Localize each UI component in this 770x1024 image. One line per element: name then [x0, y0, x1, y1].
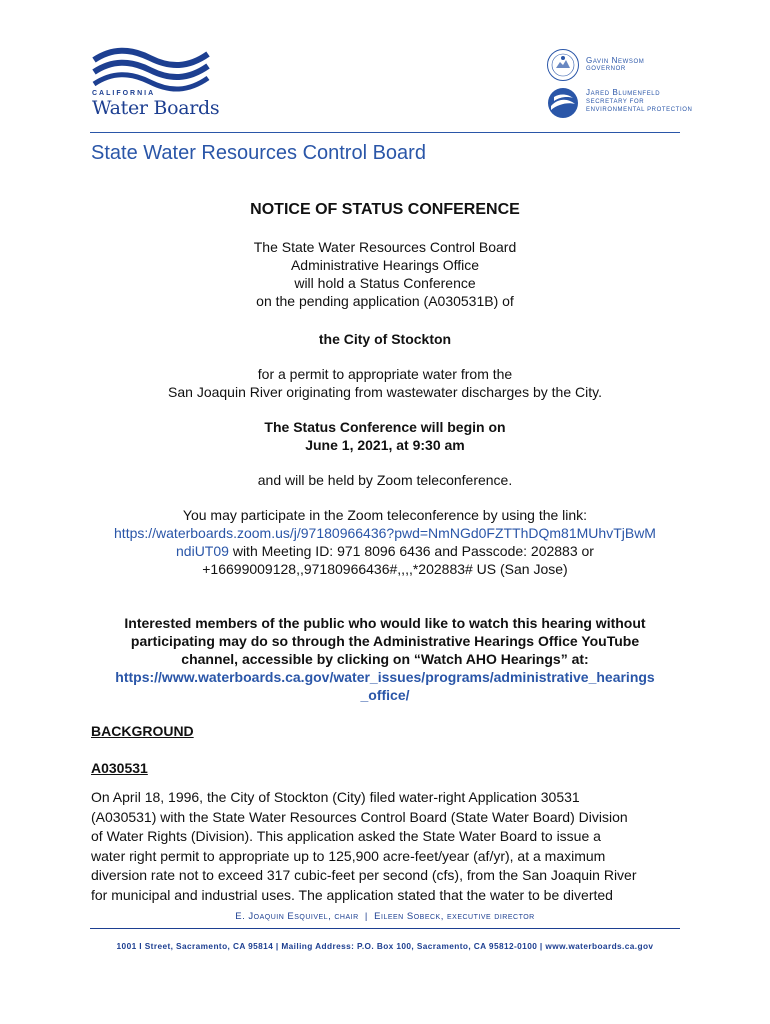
application-subheading: A030531	[91, 760, 148, 776]
public-line: participating may do so through the Administrative Hearings Office YouTube	[130, 633, 640, 649]
zoom-intro: You may participate in the Zoom teleconference by using the link:	[182, 507, 588, 523]
calepa-logo-icon	[546, 86, 580, 120]
paragraph-line: for municipal and industrial uses. The application stated that the water to be diverted	[91, 886, 613, 903]
youtube-link-line-2[interactable]: _office/	[360, 687, 410, 703]
public-viewing-notice	[90, 614, 680, 704]
notice-title: NOTICE OF STATUS CONFERENCE	[250, 201, 520, 218]
zoom-link-line-1[interactable]: https://waterboards.zoom.us/j/97180966436?pwd=NmNGd0FZTThDQm81MUhvTjBwM	[114, 525, 656, 541]
zoom-meeting-id: with Meeting ID: 971 8096 6436 and Passcode: 202883 or	[228, 543, 594, 559]
youtube-link-line-1[interactable]: https://www.waterboards.ca.gov/water_issues/programs/administrative_hearings	[115, 669, 655, 685]
purpose-line: San Joaquin River originating from wastewater discharges by the City.	[168, 384, 602, 400]
public-line: Interested members of the public who would like to watch this hearing without	[124, 615, 646, 631]
conference-start	[90, 418, 680, 454]
footer-separator: |	[364, 911, 368, 922]
start-line-2: June 1, 2021, at 9:30 am	[305, 437, 465, 453]
zoom-info	[90, 506, 680, 578]
intro-line: Administrative Hearings Office	[290, 257, 480, 273]
footer-address: 1001 I Street, Sacramento, CA 95814 | Mailing Address: P.O. Box 100, Sacramento, CA 95812-0100 | www.waterboards.ca.gov	[116, 941, 654, 951]
notice-intro	[90, 238, 680, 310]
board-title: State Water Resources Control Board	[91, 142, 426, 164]
california-seal-icon	[546, 48, 580, 82]
background-heading: BACKGROUND	[91, 723, 194, 739]
zoom-phone: +16699009128,,97180966436#,,,,*202883# US (San Jose)	[202, 561, 568, 577]
governor-name: Gavin Newsom	[586, 56, 645, 65]
intro-line: will hold a Status Conference	[294, 275, 476, 291]
intro-line: The State Water Resources Control Board	[253, 239, 517, 255]
paragraph-line: diversion rate not to exceed 317 cubic-feet per second (cfs), from the San Joaquin River	[91, 867, 637, 884]
background-paragraph	[91, 788, 681, 906]
footer-director: Eileen Sobeck, executive director	[374, 911, 535, 922]
secretary-title-line-2: ENVIRONMENTAL PROTECTION	[586, 107, 693, 113]
zoom-link-line-2[interactable]: ndiUT09	[176, 543, 229, 559]
footer-officials	[90, 911, 680, 922]
footer-chair: E. Joaquin Esquivel, chair	[235, 911, 359, 922]
start-line-1: The Status Conference will begin on	[264, 419, 506, 435]
secretary-name: Jared Blumenfeld	[586, 88, 661, 97]
public-line: channel, accessible by clicking on “Watch AHO Hearings” at:	[181, 651, 589, 667]
notice-purpose	[90, 365, 680, 401]
held-by-text: and will be held by Zoom teleconference.	[257, 472, 513, 488]
footer-divider	[90, 928, 680, 929]
header-divider	[90, 132, 680, 133]
secretary-title-line-1: SECRETARY FOR	[586, 99, 645, 105]
purpose-line: for a permit to appropriate water from the	[257, 366, 513, 382]
logo-state-text: CALIFORNIA	[92, 90, 156, 97]
paragraph-line: of Water Rights (Division). This application asked the State Water Board to issue a	[91, 828, 601, 845]
logo-name-text: Water Boards	[92, 97, 220, 119]
intro-line: on the pending application (A030531B) of	[256, 293, 514, 309]
paragraph-line: (A030531) with the State Water Resources Control Board (State Water Board) Division	[91, 808, 628, 825]
paragraph-line: On April 18, 1996, the City of Stockton (City) filed water-right Application 30531	[91, 789, 580, 805]
paragraph-line: water right permit to appropriate up to 125,900 acre-feet/year (af/yr), at a maximum	[91, 847, 606, 864]
applicant-name: the City of Stockton	[318, 331, 452, 347]
governor-title: GOVERNOR	[586, 66, 626, 72]
